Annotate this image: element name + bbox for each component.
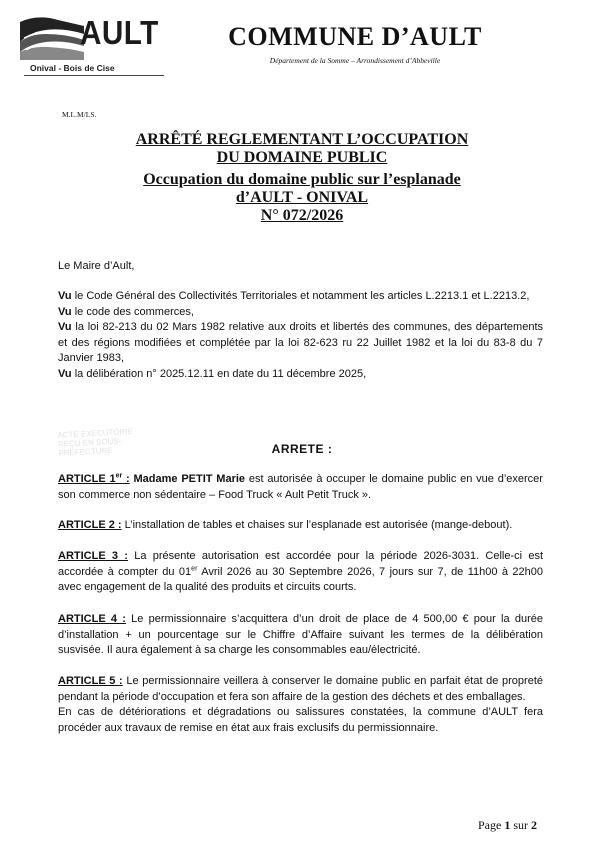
vu-text: le Code Général des Collectivités Territoriales et notamment les articles L.2213.1 et L.2213.2, (71, 290, 530, 302)
sur-word: sur (513, 818, 528, 832)
vu-item (58, 320, 543, 367)
vu-keyword: Vu (58, 367, 72, 380)
article-1 (58, 472, 543, 503)
ault-logo (18, 12, 168, 84)
vu-item (58, 305, 543, 321)
vu-keyword: Vu (58, 290, 72, 302)
vu-text: la loi 82-213 du 02 Mars 1982 relative aux droits et libertés des communes, des départements et des régions modifiées et complétée par la loi 82-623 ru 22 Juillet 1982 et la loi du 83-8 du 7 Janvier 1983, (58, 321, 543, 365)
page-number (478, 818, 537, 833)
vu-keyword: Vu (58, 321, 72, 334)
article-5-label: ARTICLE 5 : (58, 675, 123, 687)
article-4 (58, 612, 543, 659)
article-1-label: ARTICLE 1er : (58, 472, 130, 485)
wave-logo-icon (18, 12, 88, 64)
article-5-text-2: En cas de détériorations et dégradations ou salissures constatées, la commune d’AULT fera procéder aux travaux de remise en état aux frais exclusifs du permissionnaire. (58, 706, 543, 734)
article-3-label: ARTICLE 3 : (58, 550, 128, 562)
vu-item (58, 367, 543, 383)
logo-divider (24, 75, 164, 76)
article-2 (58, 518, 543, 534)
vu-text: la délibération n° 2025.12.11 en date du 11 décembre 2025, (71, 367, 367, 380)
title-line-3: Occupation du domaine public sur l’esplanade (143, 171, 461, 188)
article-2-label: ARTICLE 2 : (58, 519, 122, 531)
article-5-text: Le permissionnaire veillera à conserver le domaine public en parfait état de propreté pendant la période d’occupation et fera son affaire de la gestion des déchets et des emballages. (58, 675, 543, 703)
title-line-1: ARRÊTÉ REGLEMENTANT L’OCCUPATION (135, 131, 469, 148)
arrete-heading: ARRETE : (271, 442, 333, 456)
page-total: 2 (531, 818, 537, 832)
article-3-text-cont: Avril 2026 au 30 Septembre 2026, 7 jours sur 7, de 11h00 à 22h00 avec engagement de la qualité des produits et circuits courts. (58, 565, 543, 594)
logo-name: AULT (80, 14, 159, 51)
article-3-sup: er (191, 564, 198, 572)
intro-text: Le Maire d’Ault, (58, 260, 135, 272)
title-line-4: d’AULT - ONIVAL (235, 189, 369, 206)
vu-text: le code des commerces, (71, 305, 194, 318)
article-1-beneficiary: Madame PETIT Marie (133, 473, 246, 485)
vu-item (58, 289, 543, 305)
commune-title: COMMUNE D’AULT (228, 22, 482, 51)
stamp-line-2: REÇU EN SOUS-PRÉFECTURE (57, 436, 122, 458)
title-line-5: N° 072/2026 (260, 207, 344, 224)
article-3-text: La présente autorisation est accordée pour la période 2026-3031. Celle-ci est accordée à compter du 01 (58, 550, 543, 578)
departement-subtitle: Département de la Somme – Arrondissement d’Abbeville (269, 56, 441, 65)
logo-subtitle: Onival - Bois de Cise (30, 63, 115, 73)
document-reference: M.L.M/LS. (62, 110, 97, 119)
vu-list (58, 289, 543, 383)
vu-keyword: Vu (58, 305, 72, 318)
article-3 (58, 549, 543, 596)
article-4-text: Le permissionnaire s’acquittera d’un droit de place de 4 500,00 € pour la durée d’installation + un pourcentage sur le Chiffre d’Affaire suivant les termes de la délibération susvisée. Il aura également à sa charge les consommables eau/électricité. (58, 613, 543, 657)
page-current: 1 (504, 818, 511, 832)
article-1-text: est autorisée à occuper le domaine public en vue d’exercer son commerce non sédentaire – Food Truck « Ault Petit Truck ». (58, 473, 543, 501)
title-line-2: DU DOMAINE PUBLIC (216, 149, 388, 166)
article-2-text: L’installation de tables et chaises sur l’esplanade est autorisée (mange-debout). (121, 519, 513, 531)
stamp-line-1: ACTE EXECUTOIRE (57, 426, 134, 440)
article-4-label: ARTICLE 4 : (58, 613, 126, 625)
article-5 (58, 674, 543, 736)
page-word: Page (478, 818, 502, 832)
